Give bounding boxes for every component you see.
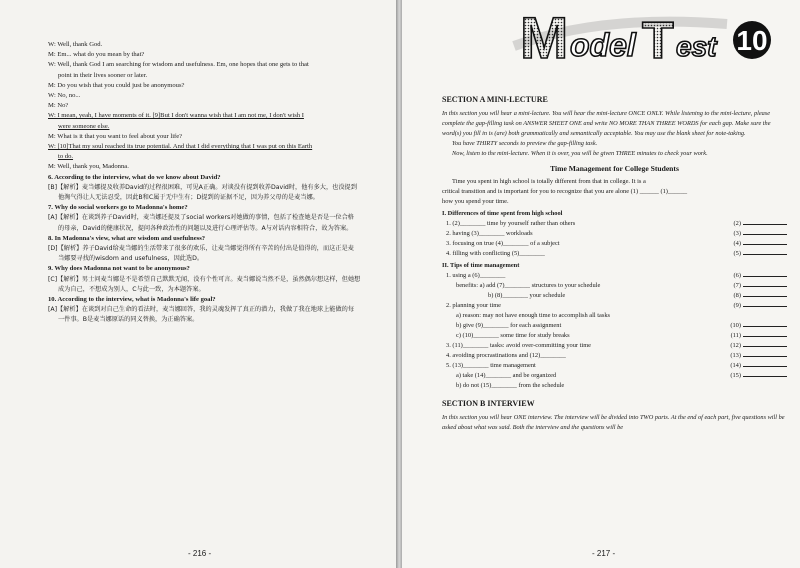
left-page-text: [48, 40, 386, 326]
section-b-heading: SECTION B INTERVIEW: [442, 399, 535, 408]
gap-item-text: 3. (11)________ tasks: avoid over-committing your time: [446, 342, 591, 349]
gap-item-text: 4. filling with conflicting (5)________: [446, 250, 545, 257]
dialog-line: M: Do you wish that you could just be anonymous?: [48, 81, 185, 89]
gap-item: [442, 239, 787, 249]
question-line: 8. In Madonna's view, what are wisdom and usefulness?: [48, 234, 206, 242]
gap-number: (14): [730, 362, 741, 369]
answer-line: [D]【解析】养子David给麦当娜的生活带来了很多的欢乐，让麦当娜觉得所有辛苦的付出是值得的，而这正是麦: [48, 245, 354, 253]
gap-number: (13): [730, 352, 741, 359]
gap-number: (10): [730, 322, 741, 329]
question-line: 9. Why does Madonna not want to be anonymous?: [48, 265, 190, 273]
answer-blank[interactable]: [743, 346, 787, 347]
gap-item: [442, 219, 787, 229]
gap-item: [442, 281, 787, 291]
gap-number: (5): [733, 250, 741, 257]
logo-word-odel: odel: [570, 27, 636, 63]
dialog-line: M: Em... what do you mean by that?: [48, 51, 145, 59]
model-test-logo: [512, 6, 782, 66]
gap-item: [442, 311, 787, 321]
gap-item: [442, 341, 787, 351]
answer-blank[interactable]: [743, 276, 787, 277]
answer-line: 的母亲，David的健康状况，提问各种政治性的问题以及进行心理评估等。A与对话内容相符合，故为答案。: [58, 224, 353, 232]
answer-blank[interactable]: [743, 286, 787, 287]
dialog-line: were someone else.: [58, 122, 110, 130]
intro-line: how you spend your time.: [442, 198, 509, 205]
gap-item: [442, 301, 787, 311]
answer-blank[interactable]: [743, 234, 787, 235]
gap-number: (6): [733, 272, 741, 279]
answer-blank[interactable]: [743, 306, 787, 307]
answer-blank[interactable]: [743, 376, 787, 377]
gap-number: (11): [730, 332, 741, 339]
answer-line: [B]【解析】麦当娜提及收养David的过程很困难，可见A正确。对谈没有提到收养David时，他有多大，也没提到: [48, 183, 357, 191]
dialog-line: W: [10]That my soul reached its true potential. And that I did everything that I was put on this Earth: [48, 143, 313, 151]
gap-item-text: c) (10)________ some time for study breaks: [456, 332, 570, 339]
gap-item-text: b) (8)________ your schedule: [488, 292, 566, 299]
gap-item-text: 2. planning your time: [446, 302, 502, 309]
listen-instruction: Now, listen to the mini-lecture. When it is over, you will be given THREE minutes to check your work.: [452, 150, 708, 157]
section-a-instructions: In this section you will hear a mini-lecture. You will hear the mini-lecture ONCE ONLY. While listening to the mini-lecture, please complete the gap-filling task on ANSWER SHEET ONE and write NO MORE THAN THREE WORDS for each gap. Make sure the word(s) you fill in is (are) both grammatically and semantically acceptable. You may use the blank sheet for note-taking.: [442, 110, 771, 137]
dialog-line: W: Well, thank God I am searching for wisdom and usefulness. Em, one hopes that one gets to that: [48, 61, 309, 69]
answer-blank[interactable]: [743, 254, 787, 255]
gap-item-text: benefits: a) add (7)________ structures to your schedule: [456, 282, 601, 289]
gap-item: [442, 271, 787, 281]
lecture-title: Time Management for College Students: [550, 164, 679, 173]
gap-item-text: 2. having (3)________ workloads: [446, 230, 533, 237]
intro-line: critical transition and is important for you to recognize that you are alone (1) ______ (1)______: [442, 188, 688, 195]
answer-blank[interactable]: [743, 366, 787, 367]
part-heading: II. Tips of time management: [442, 262, 520, 269]
gap-number: (2): [733, 220, 741, 227]
gap-item: [442, 291, 787, 301]
section-b-instructions: In this section you will hear ONE interview. The interview will be divided into TWO parts. At the end of each part, five questions will be asked about what was said. Both the interview and the questions will be: [442, 414, 785, 431]
gap-item: [442, 381, 787, 391]
question-line: 6. According to the interview, what do we know about David?: [48, 173, 221, 181]
answer-blank[interactable]: [743, 244, 787, 245]
answer-blank[interactable]: [743, 326, 787, 327]
gap-number: (9): [733, 302, 741, 309]
dialog-line: to do.: [58, 153, 74, 161]
right-page: [402, 0, 800, 568]
answer-line: [C]【解析】男士问麦当娜是不是希望自己默默无闻，没有个性可言。麦当娜说当然不是，虽然偶尔想这样，但她想: [48, 275, 361, 283]
answer-blank[interactable]: [743, 356, 787, 357]
gap-item: [442, 331, 787, 341]
logo-word-est: est: [676, 31, 717, 62]
preview-instruction: You have THIRTY seconds to preview the gap-filling task.: [452, 140, 598, 147]
gap-item-text: 3. focusing on true (4)________ of a subject: [446, 240, 560, 247]
logo-number: 10: [736, 25, 768, 56]
left-page: [0, 0, 398, 568]
gap-item: [442, 351, 787, 361]
section-a-heading: SECTION A MINI-LECTURE: [442, 95, 548, 104]
intro-line: Time you spent in high school is totally different from that in college. It is a: [452, 178, 646, 185]
gap-item: [442, 371, 787, 381]
part-heading: I. Differences of time spent from high school: [442, 210, 563, 217]
dialog-line: M: Well, thank you, Madonna.: [48, 163, 129, 171]
question-line: 7. Why do social workers go to Madonna's home?: [48, 204, 188, 212]
gap-number: (3): [733, 230, 741, 237]
answer-line: [A]【解析】在谈到养子David时，麦当娜还提及了social workers对她做的事情，包括了检查她是否是一位合格: [48, 214, 354, 222]
gap-item-text: b) give (9)________ for each assignment: [456, 322, 562, 329]
answer-blank[interactable]: [743, 336, 787, 337]
gap-number: (12): [730, 342, 741, 349]
question-line: 10. According to the interview, what is Madonna's life goal?: [48, 296, 216, 304]
gap-number: (7): [733, 282, 741, 289]
gap-item-text: a) take (14)________ and be organized: [456, 372, 557, 379]
answer-line: 成为自己，不想成为别人，C与此一致，为本题答案。: [58, 285, 205, 293]
answer-line: 他淘气得让人无法忍受，因此B和C属于无中生有；D提到的证据不足，因为养父母的是麦当娜。: [58, 194, 319, 202]
gap-item: [442, 229, 787, 239]
answer-line: 一件事。B是麦当娜原话的同义替换，为正确答案。: [58, 316, 199, 324]
logo-letter-m: M: [520, 6, 569, 66]
gap-item: [442, 249, 787, 259]
gap-item-text: b) do not (15)________ from the schedule: [456, 382, 565, 389]
page-number: - 217 -: [592, 549, 616, 558]
dialog-line: W: No, no...: [48, 92, 81, 100]
dialog-line: M: No?: [48, 102, 69, 110]
answer-line: [A]【解析】在谈到对自己生命的看法时，麦当娜回答，我的灵魂发挥了真正的潜力，我做了我在地球上能做的每: [48, 306, 355, 314]
answer-blank[interactable]: [743, 296, 787, 297]
gap-number: (15): [730, 372, 741, 379]
right-page-text: [442, 95, 787, 433]
dialog-line: W: I mean, yeah, I have moments of it. [9]But I don't wanna wish that I am not me, I don't wish I: [48, 112, 304, 120]
gap-item-text: 1. (2)________ time by yourself rather than others: [446, 220, 576, 227]
gap-number: (4): [733, 240, 741, 247]
gap-item-text: a) reason: may not have enough time to accomplish all tasks: [456, 312, 611, 319]
answer-line: 当娜要寻找的wisdom and usefulness，因此选D。: [58, 255, 204, 263]
gap-item: [442, 321, 787, 331]
dialog-line: W: Well, thank God.: [48, 41, 103, 48]
page-number: - 216 -: [188, 549, 212, 558]
gap-item: [442, 361, 787, 371]
logo-letter-t: T: [642, 12, 674, 66]
gap-item-text: 4. avoiding procrastinations and (12)________: [446, 352, 566, 359]
dialog-line: point in their lives sooner or later.: [58, 71, 148, 79]
gap-item-text: 1. using a (6)________: [446, 272, 506, 279]
gap-number: (8): [733, 292, 741, 299]
gap-item-text: 5. (13)________ time management: [446, 362, 536, 369]
dialog-line: M: What is it that you want to feel about your life?: [48, 132, 183, 140]
answer-blank[interactable]: [743, 224, 787, 225]
